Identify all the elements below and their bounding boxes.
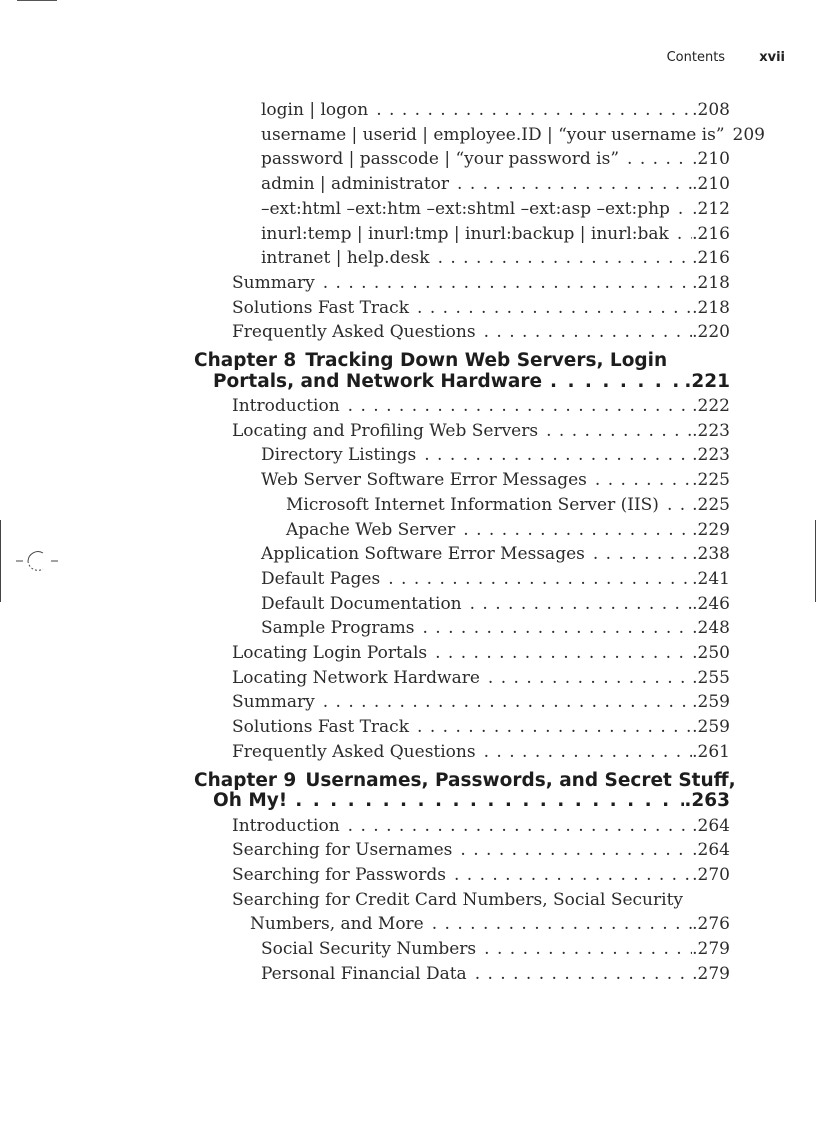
toc-page-number: .212 [692,198,730,219]
toc-entry-title: Searching for Usernames [232,840,453,861]
toc-entry[interactable] [194,962,730,987]
toc-entry[interactable] [194,123,765,148]
toc-page-number: .279 [692,939,730,960]
toc-entry[interactable] [194,394,730,419]
toc-page-number: .261 [692,741,730,762]
chapter-page-number: .263 [684,790,730,812]
toc-entry[interactable] [194,147,730,172]
dot-leader [348,814,692,839]
toc-entry[interactable] [194,641,730,666]
dot-leader [470,592,693,617]
dot-leader [488,666,692,691]
toc-page-number: .270 [692,864,730,885]
toc-page-number: .229 [692,519,730,540]
toc-page-number: 209 [732,124,765,145]
dot-leader [593,542,692,567]
toc-entry-title: Personal Financial Data [261,963,467,984]
dot-leader [388,567,692,592]
toc-page-number: .279 [692,963,730,984]
toc-page-number: .241 [692,568,730,589]
toc-entry[interactable] [194,838,730,863]
dot-leader [435,641,692,666]
dot-leader [348,394,692,419]
dot-leader [323,271,692,296]
chapter-heading[interactable] [194,769,736,812]
chapter-heading[interactable] [194,351,730,392]
toc-entry[interactable] [194,518,730,543]
toc-entry-title: Frequently Asked Questions [232,322,476,343]
toc-entry-title: Locating and Profiling Web Servers [232,420,539,441]
chapter-number: Chapter 8 [194,350,297,372]
dot-leader [424,443,692,468]
toc-entry-title: Summary [232,692,315,713]
toc-page-number: .225 [692,494,730,515]
toc-entry-title: Default Documentation [261,593,462,614]
dot-leader [595,468,692,493]
dot-leader [546,419,692,444]
dot-leader [627,147,692,172]
dot-leader [376,98,692,123]
toc-page-number: .250 [692,643,730,664]
toc-page-number: .255 [692,667,730,688]
dot-leader [484,320,693,345]
toc-entry[interactable] [194,690,730,715]
dot-leader [463,518,692,543]
toc-entry-title: Frequently Asked Questions [232,741,476,762]
dot-leader [323,690,692,715]
toc-entry-title: username | userid | employee.ID | “your username is” [261,124,725,145]
toc-page-number: .210 [692,149,730,170]
toc-page-number: .264 [692,840,730,861]
toc-page-number: .216 [692,223,730,244]
toc-entry-title: Solutions Fast Track [232,297,410,318]
dot-leader [667,493,692,518]
running-header [667,50,785,65]
toc-entry[interactable] [194,542,730,567]
toc-entry[interactable] [194,246,730,271]
chapter-page-number: .221 [684,370,730,392]
toc-entry-title: Searching for Passwords [232,864,446,885]
dot-leader [432,912,692,937]
dot-leader [417,715,692,740]
toc-entry[interactable] [194,493,730,518]
toc-entry[interactable] [194,863,730,888]
dot-leader [422,616,692,641]
toc-page-number: .225 [692,470,730,491]
toc-page-number: .259 [692,717,730,738]
toc-page-number: .246 [692,593,730,614]
toc-entry-title: password | passcode | “your password is” [261,149,620,170]
running-title: Contents [666,50,726,65]
dot-leader [475,962,692,987]
toc-entry[interactable] [194,222,730,247]
toc-entry-title: login | logon [261,100,369,120]
dot-leader [484,740,693,765]
toc-page-number: .223 [692,420,730,441]
toc-entry-title: Sample Programs [261,618,415,639]
toc-entry[interactable] [194,567,730,592]
toc-entry[interactable] [194,814,730,839]
toc-entry-title: Summary [232,272,315,293]
toc-entry[interactable] [194,715,730,740]
chapter-number: Chapter 9 [194,769,297,791]
toc-page-number: .218 [692,297,730,318]
chapter-title: Tracking Down Web Servers, Login [305,350,668,372]
page-number: xvii [759,50,785,65]
toc-entry[interactable] [194,419,730,444]
toc-entry[interactable] [194,740,730,765]
toc-entry[interactable] [194,197,730,222]
toc-entry-title: Default Pages [261,568,381,589]
toc-entry-title: Locating Network Hardware [232,667,480,688]
top-crop-rule [17,0,57,1]
toc-page-number: .210 [692,174,730,195]
toc-entry[interactable] [194,937,730,962]
toc-page-number: .222 [692,396,730,417]
toc-entry[interactable] [194,98,730,123]
toc-page-number: .276 [692,914,730,935]
toc-entry[interactable] [194,172,730,197]
toc-page-number: .264 [692,815,730,836]
toc-entry-title[interactable]: Searching for Credit Card Numbers, Social Security [232,889,684,910]
toc-entry-title: Locating Login Portals [232,643,428,664]
dot-leader [457,172,692,197]
toc-entry-title: Solutions Fast Track [232,717,410,738]
toc-page-number: .259 [692,692,730,713]
chapter-title: Usernames, Passwords, and Secret Stuff, [305,769,736,791]
toc-entry[interactable] [194,296,730,321]
toc-entry[interactable] [194,443,730,468]
toc-entry[interactable] [194,468,730,493]
toc-entry-title: Social Security Numbers [261,939,477,960]
toc-entry[interactable] [194,592,730,617]
toc-entry-title: Introduction [232,396,340,417]
toc-entry[interactable] [194,616,730,641]
toc-entry[interactable] [194,666,730,691]
dot-leader [677,222,692,247]
toc-page-number: .248 [692,618,730,639]
toc-entry-title: Application Software Error Messages [261,544,585,565]
dot-leader [678,197,692,222]
toc-page-number: .220 [692,322,730,343]
toc-entry[interactable] [194,271,730,296]
toc-page-number: .218 [692,272,730,293]
toc-entry-title: Numbers, and More [250,914,424,935]
dot-leader [417,296,692,321]
toc-entry-title: inurl:temp | inurl:tmp | inurl:backup | inurl:bak [261,223,669,244]
dot-leader [454,863,692,888]
toc-entry-title: Microsoft Internet Information Server (IIS) [286,494,659,515]
left-page-edge [0,520,1,602]
toc-entry-title: Apache Web Server [286,519,456,540]
chapter-title-continued: Oh My! [213,790,288,812]
dot-leader [295,791,684,812]
toc-page-number: .216 [692,248,730,269]
toc-page-number: .223 [692,445,730,466]
registration-mark-icon [16,547,60,575]
dot-leader [550,372,684,393]
toc-page-number: .208 [692,100,730,120]
dot-leader [484,937,692,962]
toc-entry-title: admin | administrator [261,174,450,195]
toc-entry-title: Web Server Software Error Messages [261,470,587,491]
toc-entry[interactable] [194,912,730,937]
chapter-title-continued: Portals, and Network Hardware [213,370,542,392]
toc-entry-title: Introduction [232,815,340,836]
dot-leader [460,838,692,863]
toc-entry-title: Directory Listings [261,445,417,466]
table-of-contents [194,98,765,987]
toc-page-number: .238 [692,544,730,565]
toc-entry[interactable] [194,320,730,345]
toc-entry-title: intranet | help.desk [261,248,430,269]
toc-entry-title: –ext:html –ext:htm –ext:shtml –ext:asp –ext:php [261,198,670,219]
dot-leader [438,246,693,271]
